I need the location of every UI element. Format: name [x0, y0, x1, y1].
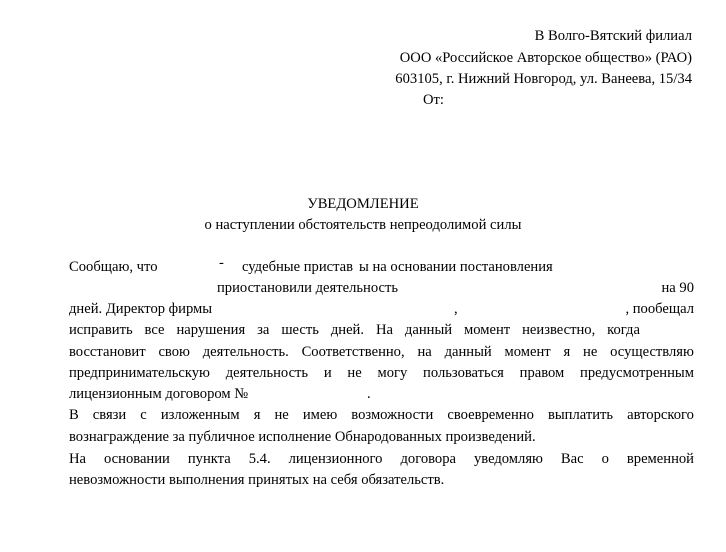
word: правом — [519, 365, 565, 381]
word: восстановит — [69, 344, 146, 360]
word: предусмотренным — [580, 365, 694, 381]
word: своевременно — [447, 407, 534, 423]
word: момент — [464, 322, 511, 338]
from-label: От: — [423, 92, 444, 108]
word: исправить — [69, 322, 133, 338]
body-line-3-end: , пообещал — [625, 301, 694, 317]
body-line-10 — [69, 449, 694, 470]
word: выплатить — [547, 407, 614, 423]
word: неизвестно, — [522, 322, 596, 338]
word: изложенным — [160, 407, 240, 423]
word: я — [253, 407, 261, 423]
word: возможности — [351, 407, 434, 423]
word: договора — [400, 451, 456, 467]
word: лицензионного — [288, 451, 383, 467]
word: В — [69, 407, 79, 423]
body-line-1-middle: судебные пристав — [242, 259, 354, 275]
recipient-address: 603105, г. Нижний Новгород, ул. Ванеева, 15/34 — [395, 71, 692, 87]
body-line-3 — [69, 299, 694, 320]
body-line-3-start: дней. Директор фирмы — [69, 301, 213, 317]
word: данный — [404, 322, 453, 338]
recipient-line-1: В Волго-Вятский филиал — [534, 28, 692, 44]
word: могу — [377, 365, 408, 381]
word: предпринимательскую — [69, 365, 210, 381]
word: основании — [104, 451, 170, 467]
word: я — [563, 344, 571, 360]
word: Вас — [560, 451, 584, 467]
body-line-7-start: лицензионным договором № — [69, 386, 249, 402]
word: авторского — [627, 407, 694, 423]
body-line-7-period: . — [367, 386, 371, 402]
word: свою — [158, 344, 190, 360]
blank-mark: - — [219, 255, 224, 271]
word: пункта — [187, 451, 231, 467]
body-line-1-end: ы на основании постановления — [359, 259, 553, 275]
word: уведомляю — [473, 451, 543, 467]
word: 5.4. — [248, 451, 271, 467]
body-line-2-start: приостановили деятельность — [217, 280, 399, 296]
word: на — [417, 344, 432, 360]
body-line-6 — [69, 363, 694, 384]
word: деятельность — [225, 365, 309, 381]
recipient-line-2: ООО «Российское Авторское общество» (РАО) — [399, 50, 692, 66]
word: пользоваться — [423, 365, 504, 381]
word: данный — [444, 344, 492, 360]
word: с — [140, 407, 147, 423]
word: не — [347, 365, 362, 381]
word: не — [274, 407, 289, 423]
word: когда — [607, 322, 640, 338]
word: На — [375, 322, 393, 338]
body-line-11: невозможности выполнения принятых на себя обязательств. — [69, 472, 445, 488]
word: связи — [92, 407, 127, 423]
word: шесть — [281, 322, 319, 338]
word: На — [69, 451, 87, 467]
document-subtitle: о наступлении обстоятельств непреодолимой силы — [204, 217, 522, 233]
body-line-3-comma: , — [454, 301, 458, 317]
word: деятельность. — [202, 344, 289, 360]
body-line-2 — [69, 278, 694, 299]
word: нарушения — [176, 322, 246, 338]
body-line-1-start: Сообщаю, что — [69, 259, 158, 275]
body-line-2-end: на 90 — [661, 280, 694, 296]
word: имею — [302, 407, 338, 423]
body-line-9: вознаграждение за публичное исполнение Обнародованных произведений. — [69, 429, 536, 445]
word: и — [323, 365, 332, 381]
word: Соответственно, — [301, 344, 405, 360]
word: дней. — [330, 322, 365, 338]
document-title: УВЕДОМЛЕНИЕ — [307, 196, 419, 212]
word: все — [144, 322, 165, 338]
word: временной — [626, 451, 694, 467]
body-line-4 — [69, 320, 640, 341]
word: о — [601, 451, 609, 467]
body-line-7 — [69, 384, 694, 405]
word: осуществляю — [610, 344, 694, 360]
word: за — [257, 322, 270, 338]
word: не — [583, 344, 598, 360]
body-line-5 — [69, 342, 694, 363]
body-line-1 — [69, 257, 694, 278]
body-line-8 — [69, 405, 694, 426]
word: момент — [504, 344, 551, 360]
